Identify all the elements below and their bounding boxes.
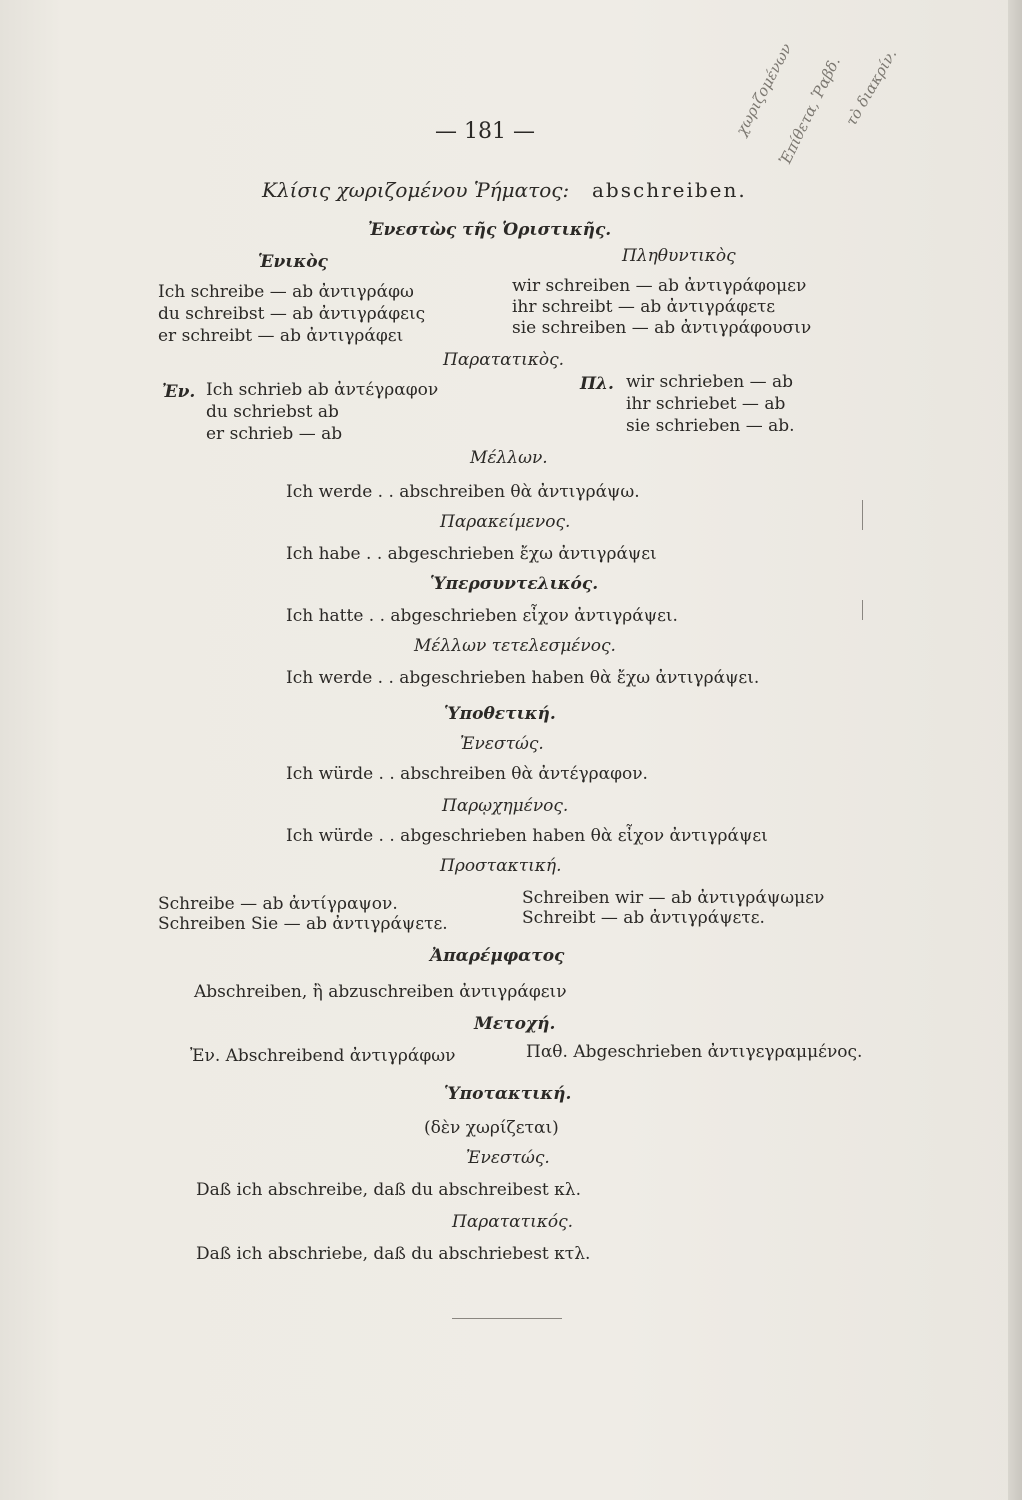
title-greek: Κλίσις χωριζομένου Ῥήματος: [262, 178, 570, 202]
page-edge [1008, 0, 1022, 1500]
impf-pl-row-3: sie schrieben — ab. [626, 416, 795, 436]
heading-pluperfect: Ὑπερσυντελικός. [430, 574, 599, 594]
future-row: Ich werde . . abschreiben θὰ ἀντιγράψω. [286, 482, 640, 502]
heading-infinitive: Ἀπαρέμφατος [430, 946, 565, 966]
impf-pl-row-1: wir schrieben — ab [626, 372, 794, 392]
sg-row-3: er schreibt — ab ἀντιγράφει [158, 326, 404, 346]
heading-imperative: Προστακτική. [440, 856, 562, 876]
imperative-right-2: Schreibt — ab ἀντιγράψετε. [522, 908, 765, 928]
impf-sg-row-1: Ich schrieb ab ἀντέγραφον [206, 380, 439, 400]
heading-future: Μέλλων. [470, 448, 548, 468]
bottom-rule [452, 1318, 562, 1319]
impf-sg-row-3: er schrieb — ab [206, 424, 343, 444]
page-number: — 181 — [435, 119, 535, 144]
subj-imperfect-row: Daß ich abschriebe, daß du abschriebest κτλ. [196, 1244, 591, 1264]
heading-conditional: Ὑποθετική. [444, 704, 556, 724]
subjunctive-note: (δὲν χωρίζεται) [424, 1118, 559, 1138]
imperative-left-2: Schreiben Sie — ab ἀντιγράψετε. [158, 914, 448, 934]
heading-cond-present: Ἐνεστώς. [460, 734, 544, 754]
heading-participle: Μετοχή. [474, 1014, 556, 1034]
sg-row-1: Ich schreibe — ab ἀντιγράφω [158, 282, 414, 302]
heading-cond-past: Παρῳχημένος. [442, 796, 569, 816]
cond-present-row: Ich würde . . abschreiben θὰ ἀντέγραφον. [286, 764, 648, 784]
margin-note-3: τὸ διακρίν. [842, 45, 901, 130]
heading-subj-present: Ἐνεστώς. [466, 1148, 550, 1168]
heading-imperfect: Παρατατικὸς. [443, 350, 565, 370]
participle-right: Παθ. Abgeschrieben ἀντιγεγραμμένος. [526, 1042, 863, 1062]
heading-subj-imperfect: Παρατατικός. [452, 1212, 574, 1232]
future-perfect-row: Ich werde . . abgeschrieben haben θὰ ἔχω ἀντιγράψει. [286, 668, 760, 688]
heading-singular: Ἑνικὸς [258, 252, 328, 272]
title-german: abschreiben. [592, 178, 747, 202]
impf-pl-row-2: ihr schriebet — ab [626, 394, 786, 414]
imperative-right-1: Schreiben wir — ab ἀντιγράψωμεν [522, 888, 825, 908]
margin-note-1: χωριζομένων [732, 40, 796, 139]
impf-sg-label: Ἐν. [162, 382, 196, 402]
heading-future-perfect: Μέλλων τετελεσμένος. [414, 636, 616, 656]
pluperfect-row: Ich hatte . . abgeschrieben εἶχον ἀντιγράψει. [286, 606, 678, 626]
subj-present-row: Daß ich abschreibe, daß du abschreibest κλ. [196, 1180, 581, 1200]
heading-plural: Πληθυντικὸς [622, 246, 736, 266]
imperative-left-1: Schreibe — ab ἀντίγραψον. [158, 894, 398, 914]
heading-subjunctive: Ὑποτακτική. [444, 1084, 572, 1104]
margin-note-2: Ἐπίθετα, Ῥαβδ. [776, 53, 844, 168]
cond-past-row: Ich würde . . abgeschrieben haben θὰ εἶχον ἀντιγράψει [286, 826, 768, 846]
pl-row-1: wir schreiben — ab ἀντιγράφομεν [512, 276, 807, 296]
sg-row-2: du schreibst — ab ἀντιγράφεις [158, 304, 426, 324]
participle-left: Ἐν. Abschreibend ἀντιγράφων [190, 1046, 456, 1066]
heading-perfect: Παρακείμενος. [440, 512, 571, 532]
margin-tick [862, 500, 863, 530]
pl-row-2: ihr schreibt — ab ἀντιγράφετε [512, 297, 776, 317]
heading-present: Ἐνεστὼς τῆς Ὁριστικῆς. [368, 220, 612, 240]
perfect-row: Ich habe . . abgeschrieben ἔχω ἀντιγράψει [286, 544, 657, 564]
pl-row-3: sie schreiben — ab ἀντιγράφουσιν [512, 318, 812, 338]
impf-sg-row-2: du schriebst ab [206, 402, 339, 422]
impf-pl-label: Πλ. [580, 374, 614, 394]
margin-tick [862, 600, 863, 620]
infinitive-row: Abschreiben, ἢ abzuschreiben ἀντιγράφειν [194, 982, 567, 1002]
